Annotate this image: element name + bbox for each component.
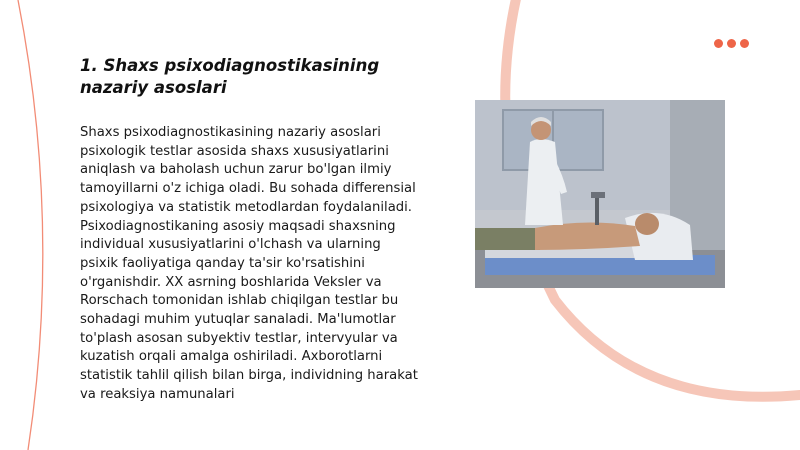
dot-icon	[740, 39, 749, 48]
left-thin-arc	[18, 0, 43, 450]
slide-body-text: Shaxs psixodiagnostikasining nazariy asoslari psixologik testlar asosida shaxs xususiyatlarini aniqlash va baholash uchun zarur bo'lgan ilmiy tamoyillarni o'z ichiga oladi. Bu sohada differensial psixologiya va statistik metodlardan foydalaniladi. Psixodiagnostikaning asosiy maqsadi shaxsning individual xususiyatlarini o'lchash va ularning psixik faoliyatiga qanday ta'sir ko'rsatishini o'rganishdir. XX asrning boshlarida Veksler va Rorschach tomonidan ishlab chiqilgan testlar bu sohadagi muhim yutuqlar sanaladi. Ma'lumotlar to'plash asosan subyektiv testlar, intervyular va kuzatish orqali amalga oshiriladi. Axborotlarni statistik tahlil qilish bilan birga, individning harakat va reaksiya namunalari	[80, 125, 418, 402]
dot-icon	[727, 39, 736, 48]
slide-title: 1. Shaxs psixodiagnostikasining nazariy asoslari	[80, 56, 380, 97]
dots-menu-icon	[714, 39, 749, 48]
photo-doctor-examining-patient	[475, 100, 725, 288]
dot-icon	[714, 39, 723, 48]
